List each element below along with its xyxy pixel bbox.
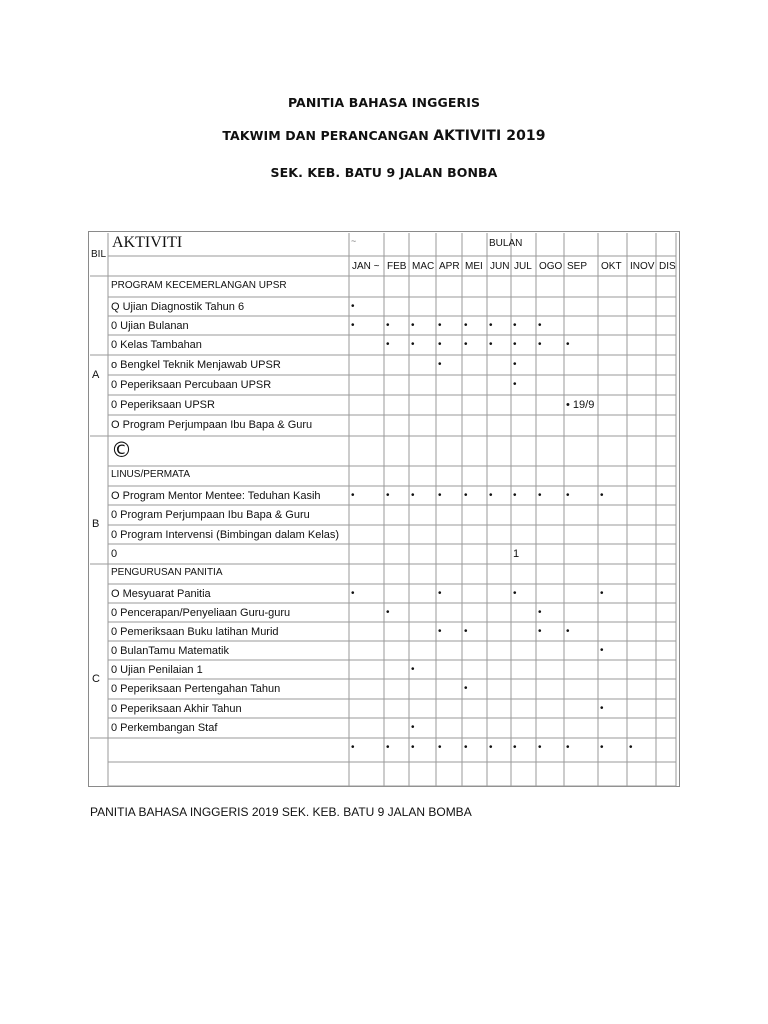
schedule-dot: •: [411, 320, 415, 331]
activity-label: 0: [111, 548, 118, 560]
month-header: JAN ~: [352, 261, 380, 272]
month-header: OGO: [539, 261, 563, 272]
activity-label: 0 Peperiksaan Akhir Tahun: [111, 703, 242, 715]
activity-label: O Mesyuarat Panitia: [111, 588, 211, 600]
header-line-2: [0, 128, 768, 144]
schedule-dot: •: [464, 320, 468, 331]
schedule-dot: •: [513, 359, 517, 370]
schedule-dot: •: [489, 490, 493, 501]
schedule-dot: •: [438, 588, 442, 599]
schedule-dot: •: [438, 626, 442, 637]
schedule-dot: •: [538, 626, 542, 637]
activity-label: PROGRAM KECEMERLANGAN UPSR: [111, 280, 287, 291]
schedule-dot: •: [411, 664, 415, 675]
activity-label: PENGURUSAN PANITIA: [111, 567, 223, 578]
section-letter-a: A: [92, 369, 100, 381]
schedule-dot: •: [438, 490, 442, 501]
schedule-dot: •: [464, 742, 468, 753]
month-header: OKT: [601, 261, 622, 272]
month-header: SEP: [567, 261, 588, 272]
schedule-dot: •: [538, 339, 542, 350]
schedule-dot: •: [438, 359, 442, 370]
bil-header: BIL: [91, 249, 107, 260]
schedule-dot: •: [411, 490, 415, 501]
schedule-dot: •: [411, 339, 415, 350]
schedule-dot: •: [513, 742, 517, 753]
schedule-dot: •: [566, 339, 570, 350]
month-header: APR: [439, 261, 460, 272]
schedule-dot: •: [600, 703, 604, 714]
schedule-dot: •: [600, 588, 604, 599]
header-line-1: PANITIA BAHASA INGGERIS: [287, 95, 481, 110]
schedule-dot: •: [464, 339, 468, 350]
schedule-dot: •: [513, 339, 517, 350]
schedule-dot: •: [513, 320, 517, 331]
month-header: JUN: [490, 261, 510, 272]
footer-text: PANITIA BAHASA INGGERIS 2019 SEK. KEB. BATU 9 JALAN BOMBA: [90, 805, 472, 819]
schedule-dot: •: [386, 490, 390, 501]
schedule-dot: •: [386, 742, 390, 753]
activity-label: O Program Perjumpaan Ibu Bapa & Guru: [111, 419, 313, 431]
schedule-dot: •: [386, 339, 390, 350]
schedule-dot: •: [351, 490, 355, 501]
activity-label: 0 Pencerapan/Penyeliaan Guru-guru: [111, 607, 291, 619]
activity-label: Q Ujian Diagnostik Tahun 6: [111, 301, 245, 313]
activity-label: 0 Peperiksaan UPSR: [111, 399, 215, 411]
schedule-dot: •: [464, 626, 468, 637]
activity-label: 0 Peperiksaan Pertengahan Tahun: [111, 683, 281, 695]
activity-label: 0 Program Perjumpaan Ibu Bapa & Guru: [111, 509, 310, 521]
schedule-dot: •: [351, 301, 355, 312]
schedule-dot: •: [600, 742, 604, 753]
month-header: FEB: [387, 261, 407, 272]
activity-label: o Bengkel Teknik Menjawab UPSR: [111, 359, 281, 371]
activity-label: O Program Mentor Mentee: Teduhan Kasih: [111, 490, 321, 502]
schedule-dot: •: [438, 339, 442, 350]
schedule-dot: •: [351, 588, 355, 599]
schedule-dot: •: [513, 490, 517, 501]
activity-label: 0 BulanTamu Matematik: [111, 645, 229, 657]
schedule-dot: •: [566, 742, 570, 753]
schedule-dot: •: [386, 320, 390, 331]
month-header: MEI: [465, 261, 483, 272]
schedule-dot: •: [351, 320, 355, 331]
section-letter-b: B: [92, 518, 100, 530]
schedule-dot: •: [600, 490, 604, 501]
activity-label: 0 Pemeriksaan Buku latihan Murid: [111, 626, 279, 638]
month-header: DIS: [659, 261, 676, 272]
schedule-dot: •: [600, 645, 604, 656]
activity-label: 0 Peperiksaan Percubaan UPSR: [111, 379, 272, 391]
schedule-dot: •: [411, 722, 415, 733]
schedule-dot: •: [489, 742, 493, 753]
activity-label: 0 Ujian Bulanan: [111, 320, 189, 332]
schedule-dot: •: [489, 320, 493, 331]
activity-label: LINUS/PERMATA: [111, 469, 191, 480]
schedule-dot: •: [629, 742, 633, 753]
month-header: JUL: [514, 261, 532, 272]
schedule-dot: •: [513, 588, 517, 599]
schedule-dot: •: [386, 607, 390, 618]
schedule-dot: •: [438, 742, 442, 753]
schedule-dot: •: [489, 339, 493, 350]
section-letter-c: C: [92, 673, 100, 685]
schedule-dot: •: [566, 626, 570, 637]
activity-label: 0 Perkembangan Staf: [111, 722, 218, 734]
schedule-note: 1: [513, 548, 520, 560]
header-line-2a: TAKWIM DAN PERANCANGAN: [222, 128, 429, 143]
month-header: MAC: [412, 261, 435, 272]
schedule-dot: •: [538, 742, 542, 753]
tilde-mark: ~: [351, 236, 357, 246]
schedule-dot: •: [538, 607, 542, 618]
schedule-dot: •: [566, 490, 570, 501]
aktiviti-header: AKTIVITI: [112, 234, 183, 251]
schedule-dot: •: [513, 379, 517, 390]
schedule-dot: •: [411, 742, 415, 753]
schedule-note: • 19/9: [566, 399, 595, 411]
activity-label: 0 Program Intervensi (Bimbingan dalam Kelas): [111, 529, 340, 541]
month-header: INOV: [630, 261, 655, 272]
activity-label: 0 Kelas Tambahan: [111, 339, 202, 351]
schedule-dot: •: [538, 320, 542, 331]
schedule-dot: •: [351, 742, 355, 753]
header-line-3: SEK. KEB. BATU 9 JALAN BONBA: [270, 165, 498, 180]
schedule-dot: •: [464, 683, 468, 694]
activity-label: 0 Ujian Penilaian 1: [111, 664, 203, 676]
header-line-2b: AKTIVITI 2019: [433, 128, 546, 144]
schedule-dot: •: [538, 490, 542, 501]
schedule-dot: •: [464, 490, 468, 501]
bulan-header: BULAN: [489, 238, 523, 249]
schedule-dot: •: [438, 320, 442, 331]
copyright-symbol: ©: [111, 438, 132, 462]
